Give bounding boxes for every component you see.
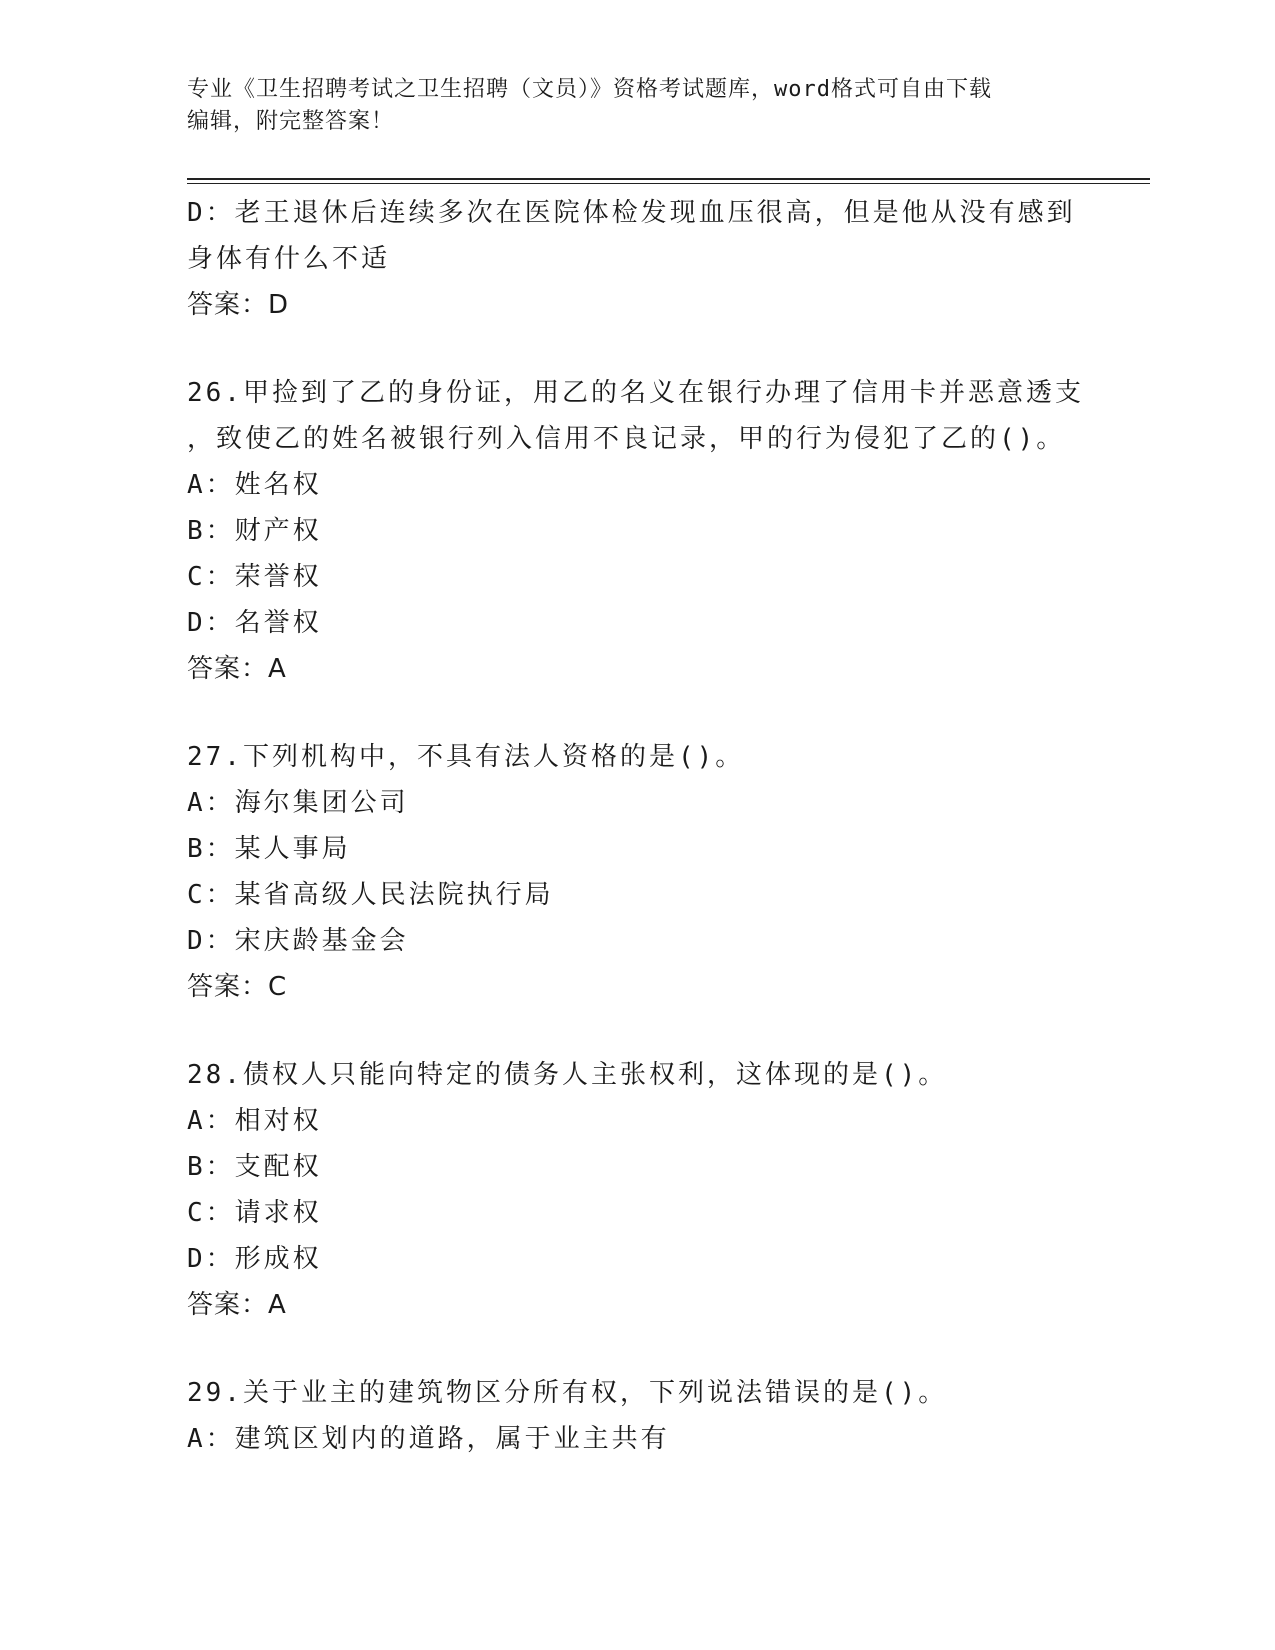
question-stem: 28.债权人只能向特定的债务人主张权利，这体现的是()。 — [187, 1060, 948, 1090]
question-28 — [187, 1052, 1087, 1328]
option-b: B：支配权 — [187, 1152, 322, 1182]
question-stem: 27.下列机构中，不具有法人资格的是()。 — [187, 742, 745, 772]
option-d: D：老王退休后连续多次在医院体检发现血压很高，但是他从没有感到 — [187, 198, 1076, 228]
question-29 — [187, 1370, 1087, 1462]
document-header — [187, 74, 1087, 138]
question-stem: 26.甲捡到了乙的身份证，用乙的名义在银行办理了信用卡并恶意透支 — [187, 378, 1084, 408]
question-list — [187, 190, 1087, 1462]
option-a: A：建筑区划内的道路，属于业主共有 — [187, 1424, 670, 1454]
question-stem-continued: ，致使乙的姓名被银行列入信用不良记录，甲的行为侵犯了乙的()。 — [187, 424, 1066, 454]
option-c: C：某省高级人民法院执行局 — [187, 880, 554, 910]
option-a: A：姓名权 — [187, 470, 322, 500]
question-27 — [187, 734, 1087, 1010]
option-d: D：形成权 — [187, 1244, 322, 1274]
answer-line: 答案：A — [187, 1290, 287, 1320]
question-stem: 29.关于业主的建筑物区分所有权，下列说法错误的是()。 — [187, 1378, 948, 1408]
option-d-continued: 身体有什么不适 — [187, 244, 391, 274]
option-b: B：某人事局 — [187, 834, 351, 864]
option-c: C：荣誉权 — [187, 562, 322, 592]
header-line-2: 编辑，附完整答案！ — [187, 109, 395, 134]
option-d: D：宋庆龄基金会 — [187, 926, 409, 956]
answer-line: 答案：C — [187, 972, 288, 1002]
answer-line: 答案：A — [187, 654, 287, 684]
header-line-1: 专业《卫生招聘考试之卫生招聘（文员）》资格考试题库，word格式可自由下载 — [187, 77, 992, 102]
option-c: C：请求权 — [187, 1198, 322, 1228]
answer-line: 答案：D — [187, 290, 290, 320]
question-25-tail — [187, 190, 1087, 328]
option-b: B：财产权 — [187, 516, 322, 546]
option-d: D：名誉权 — [187, 608, 322, 638]
option-a: A：相对权 — [187, 1106, 322, 1136]
header-divider-thin — [187, 183, 1150, 184]
option-a: A：海尔集团公司 — [187, 788, 409, 818]
header-divider-thick — [187, 178, 1150, 180]
question-26 — [187, 370, 1087, 692]
